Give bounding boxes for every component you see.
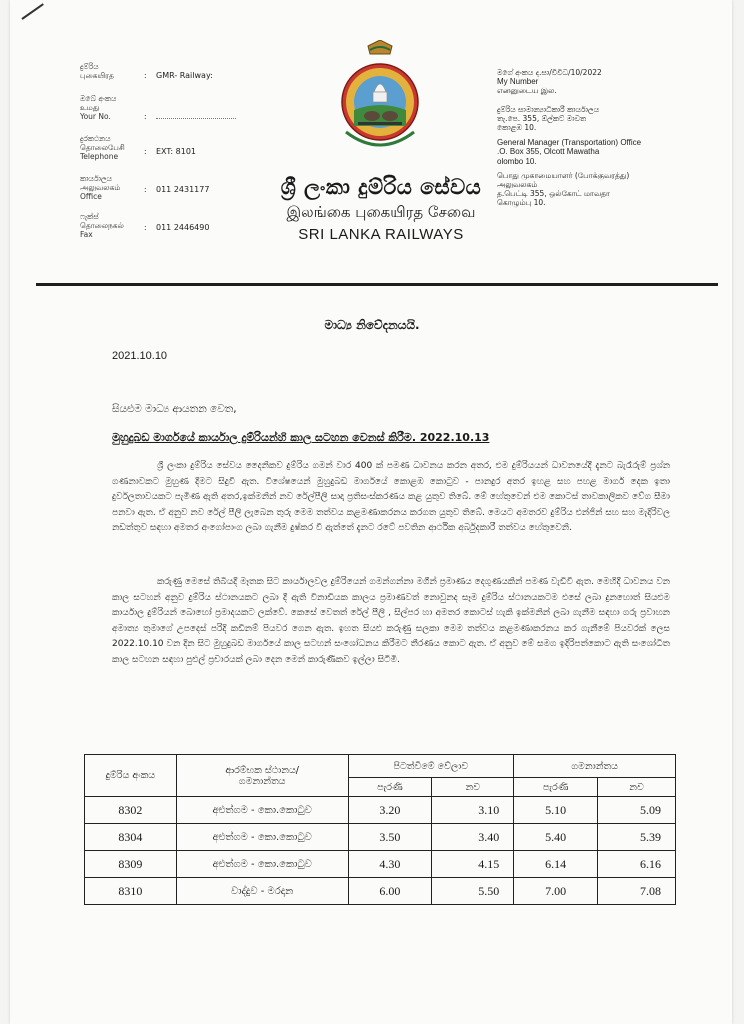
salutation: සියළුම මාධ්‍ය ආයතන වෙත, (112, 403, 237, 415)
my-number-en: My Number (497, 77, 539, 87)
header-train-no: දුම්රිය අංකය (85, 755, 177, 797)
title-english: SRI LANKA RAILWAYS (298, 226, 464, 243)
table-row: 8302 අළුත්ගම - කො.කොටුව 3.20 3.10 5.10 5.09 (85, 797, 676, 824)
ref-label-si: දුම්රිය (80, 62, 99, 71)
notice-heading: මාධ්‍ය නිවේදනයයි. (324, 318, 420, 332)
telephone-value: EXT: 8101 (156, 147, 196, 156)
timetable (84, 754, 676, 905)
paragraph-1: ශ්‍රී ලංකා දුම්රිය සේවය දෛනිකව දුම්රිය ගමන් වාර 400 ක් පමණ ධාවනය කරන අතර, එම දුම්රියයන් ධාවනයේදී දැනට බැරෑරුම් ප්‍රශ්න ගණනාවකට මුහුණ දීමට සිදුවී ඇත. විශේෂයෙන් මුහුදුබඩ මාර්ගයේ කොළඹ කොටුව - පානදුර අතර ඉහළ සහ පහළ මාර්ග දෙක ඉතා දුර්වලතාවයකට පැමිණ ඇති අතර,ඉක්මනින් නව රේල්පීලි සාදා ප්‍රතිසංස්කරණය කළ යුතුව තිබේ. මේ හේතුවෙන් එම කොටස් තාවකාලිකව වේග සීමා පනවා ඇත. ඒ අනුව නව රේල් පීලි ලැබෙන තුරු මෙම තත්වය කළමණාකරනය කරගත යුතුව තිබේ. මෙයට අමතරව දුම්රිය එන්ජින් සහ සහ මැදිරිවල නඩත්තුව සඳහා අමතර අංගෝපාංග ලබා ගැනීම දුෂ්කර වී ඇත්තේ දැනට රටේ පවතින ආර්ථික අර්බුදකාරී තත්වය හේතුවෙනි. (112, 461, 670, 534)
header-route: ආරම්භක ස්ථානය/ ගමනාන්තය (176, 755, 348, 797)
ref-value: GMR- Railway: (156, 71, 213, 80)
header-dep-new: නව (432, 778, 514, 797)
office-value: 011 2431177 (156, 185, 210, 194)
table-row: 8310 වාද්දුව - මරදාන 6.00 5.50 7.00 7.08 (85, 878, 676, 905)
letter-date: 2021.10.10 (112, 350, 168, 362)
header-departure: පිටත්වීමේ වේලාව (348, 755, 514, 778)
my-number-si: මගේ අංකය ද.සා/විවිධ/10/2022 (497, 68, 602, 77)
subject-line: මුහුදුබඩ මාර්ගයේ කාර්යාල දුම්රියන්හි කාල සටහන වෙනස් කිරීම. 2022.10.13 (112, 431, 490, 444)
header-dep-old: පැරණි (348, 778, 432, 797)
railway-emblem-icon (340, 40, 420, 160)
header-arr-new: නව (598, 778, 676, 797)
my-number-ta: எனனுடைய இல. (497, 86, 557, 96)
paragraph-2: කරුණු මෙසේ තිබියදී මෑතක සිට කාර්යාලවල දුම්රියෙන් ගමන්ගන්නා මගීන් ප්‍රමාණය දෙගුණයකින් පමණ වැඩිවී ඇත. මෙහිදී ධාවනය වන කාල සටහන් අනුව දුම්රිය ස්ථානයකට ලබා දී ඇති විනාඩියක කාලය ප්‍රමාණවත් නොවුනද සෑම දුම්රිය ස්ථානයකටම එසේ ලබා දුනහොත් සියළුම කාර්යාල දුම්රියන් බොහෝ ප්‍රමාදයකට ලක්වේ. කෙසේ වෙතත් රේල් පීලි , සිල්පර හා අමතර කොටස් හැකි ඉක්මනින් ලබා ගැනීම සඳහා ගරු ප්‍රවාහන අමාත්‍ය තුමාගේ උපදෙස් පරිදි කඩිනම් පියවර ගෙන ඇත. ඉහත සියළු කරුණු සලකා මෙම තත්වය කළමණාකරනය කර ගැනීමේ පියවරක් ලෙස 2022.10.10 වන දින සිට මුහුදුබඩ මාර්ගයේ කාල සටහන් සංශෝධනය කිරීමට තීරණය කොට ඇත. ඒ අනුව මේ සමග ඉදිරිපත්කොට ඇති සංශෝධිත කාල සටහන සඳහා පුළුල් ප්‍රචාරයක් ලබා දෙන මෙන් කාරුණිකව ඉල්ලා සිටිමි. (112, 577, 670, 665)
title-tamil: இலங்கை புகையிரத சேவை (286, 203, 476, 221)
table-row: 8309 අළුත්ගම - කො.කොටුව 4.30 4.15 6.14 6.16 (85, 851, 676, 878)
title-sinhala: ශ්‍රී ලංකා දුම්රිය සේවය (280, 175, 482, 199)
header-divider (36, 283, 718, 286)
fax-value: 011 2446490 (156, 223, 210, 232)
your-no-blank (156, 118, 236, 119)
table-row: 8304 අළුත්ගම - කො.කොටුව 3.50 3.40 5.40 5.39 (85, 824, 676, 851)
header-arr-old: පැරණි (514, 778, 598, 797)
header-arrival: ගමනාන්තය (514, 755, 676, 778)
sender-address-block: මගේ අංකය ද.සා/විවිධ/10/2022 My Number எனனுடைய இல. දුම්රිය සාමාන්‍යාධිකාරී කාර්යාලය තැ.පෙ. 355, ඕල්කට් මාවත කොළඹ 10. General Manager (Transportation) Office .O. Box 355, Olcott Mawatha olombo 10. பொது முகாமையாளர் (போக்குவரத்து) அலுவலகம் த.பெட்டி 355, ஒல்கோட் மாவதா கொழும்பு 10. (497, 68, 712, 208)
ref-label-ta: புகையிரத (80, 71, 114, 80)
